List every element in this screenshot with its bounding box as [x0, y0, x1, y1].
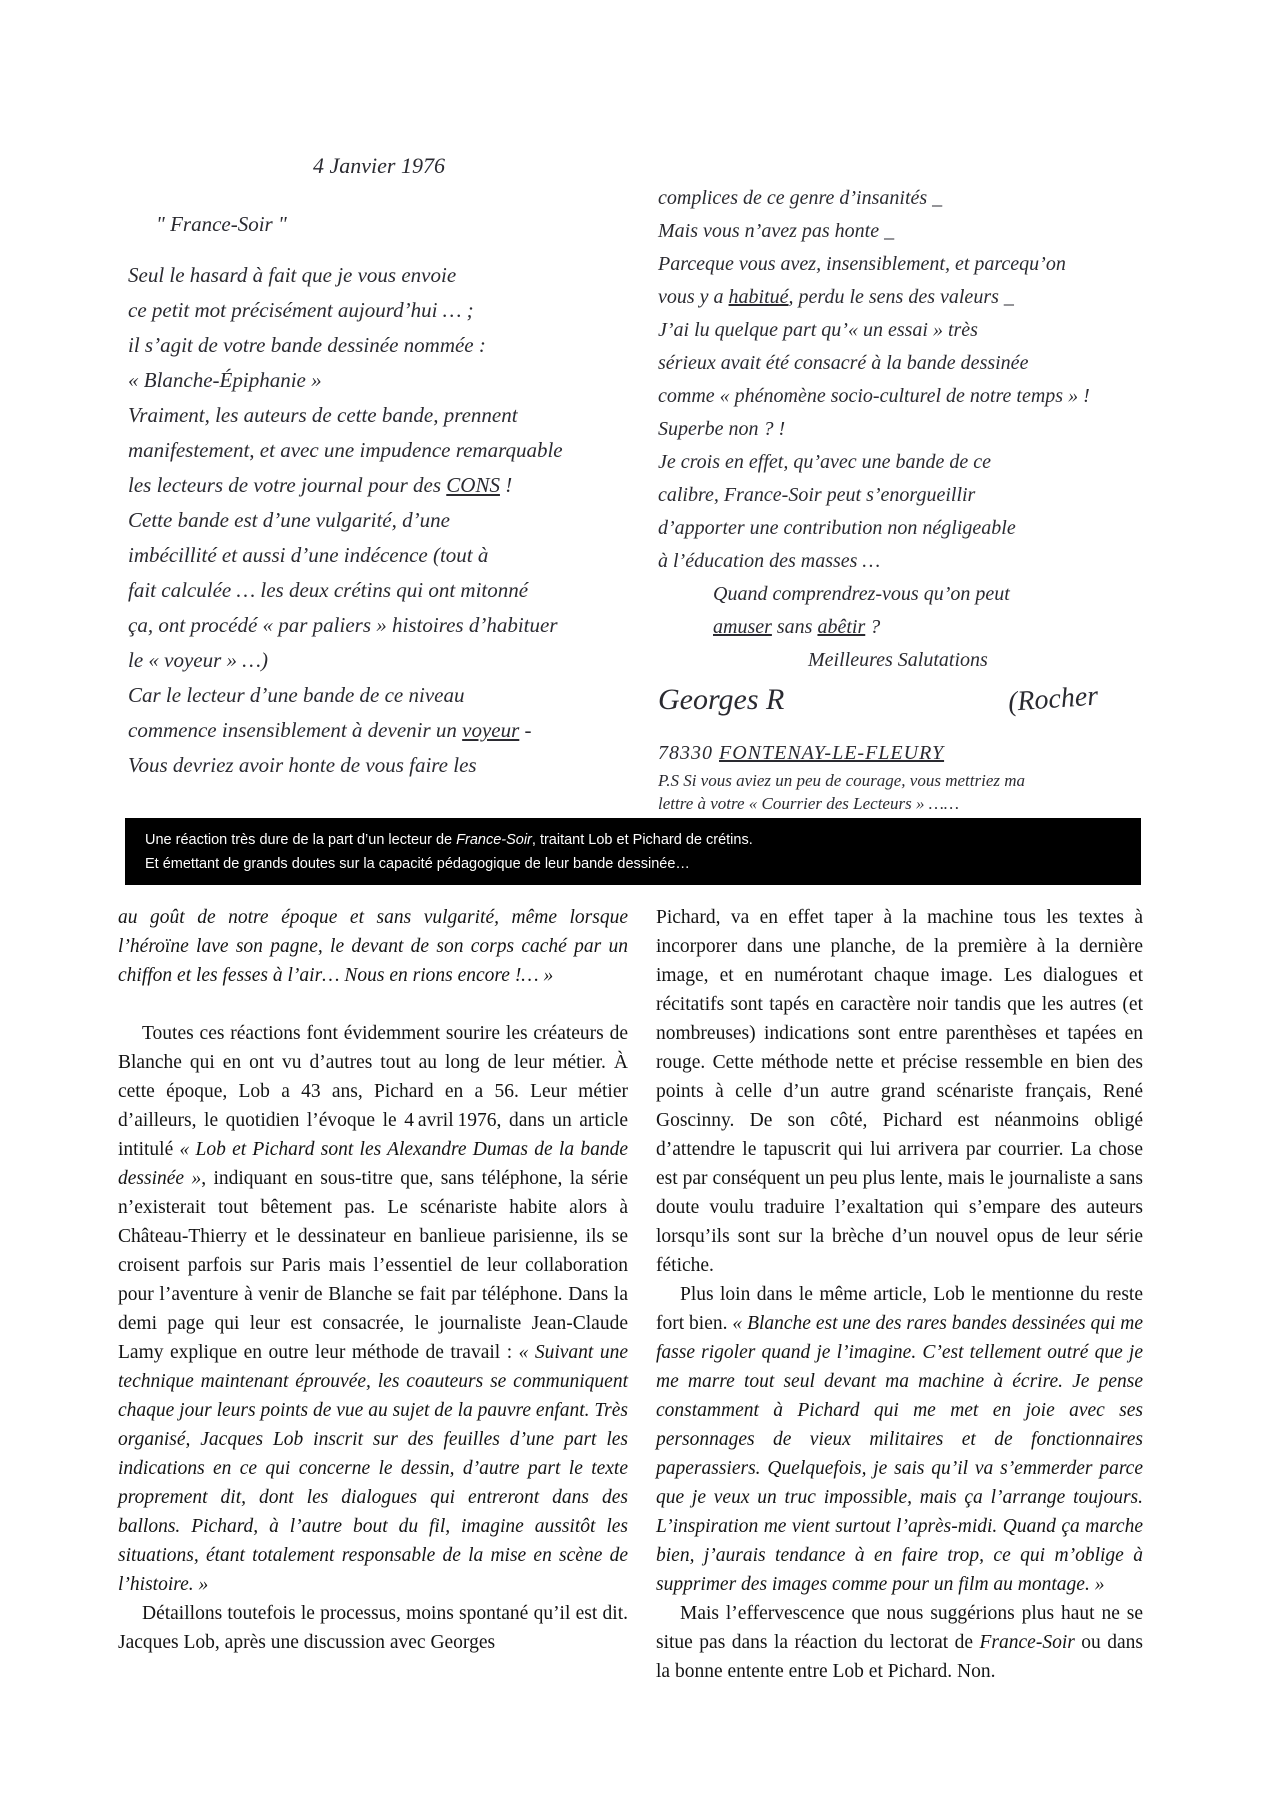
- text-run: comme « phénomène socio-culturel de notre temps » !: [658, 385, 1090, 407]
- text-line: [658, 792, 1163, 815]
- text-run: France-Soir: [979, 1632, 1075, 1653]
- text-line: [128, 538, 620, 573]
- text-line: [128, 468, 620, 503]
- article-paragraph: [656, 903, 1143, 1280]
- letter-right-body: [658, 182, 1163, 677]
- text-run: Je crois en effet, qu’avec une bande de ce: [658, 451, 991, 473]
- text-run: Vous devriez avoir honte de vous faire les: [128, 753, 477, 777]
- text-run: !: [499, 473, 513, 497]
- text-line: [658, 281, 1163, 314]
- text-line: [128, 363, 620, 398]
- article-paragraph: [118, 903, 628, 990]
- text-run: Une réaction très dure de la part d’un lecteur de: [145, 832, 457, 848]
- text-run: à l’éducation des masses …: [658, 550, 881, 572]
- article-right-column: [656, 903, 1143, 1686]
- text-line: [128, 573, 620, 608]
- text-run: les lecteurs de votre journal pour des: [128, 473, 447, 497]
- text-line: [658, 769, 1163, 792]
- text-run: calibre, France-Soir peut s’enorgueillir: [658, 484, 976, 506]
- text-run: Car le lecteur d’une bande de ce niveau: [128, 683, 465, 707]
- text-run: vous y a: [658, 286, 729, 308]
- text-run: imbécillité et aussi d’une indécence (tout à: [128, 543, 489, 567]
- text-line: [658, 182, 1163, 215]
- text-line: [658, 578, 1163, 611]
- letter-addressee: " France-Soir ": [156, 212, 287, 236]
- text-line: [128, 608, 620, 643]
- text-run: abêtir: [817, 616, 866, 638]
- text-run: fait calculée … les deux crétins qui ont mitonné: [128, 578, 529, 602]
- text-line: [128, 258, 620, 293]
- text-run: ?: [865, 616, 881, 638]
- handwritten-letter-right-page: [658, 182, 1163, 815]
- text-run: P.S Si vous aviez un peu de courage, vous mettriez ma: [658, 771, 1026, 790]
- text-run: « Lob et Pichard sont les Alexandre Dumas de la bande dessinée »: [118, 1139, 628, 1189]
- text-line: [658, 347, 1163, 380]
- text-line: [128, 713, 620, 748]
- text-run: commence insensiblement à devenir un: [128, 718, 463, 742]
- text-run: Détaillons toutefois le processus, moins spontané qu’il est dit. Jacques Lob, après une discussion avec Georges: [118, 1603, 628, 1653]
- text-run: Toutes ces réactions font évidemment sourire les créateurs de Blanche qui en ont vu d’autres tout au long de leur métier. À cette époque, Lob a 43 ans, Pichard en a 56. Leur métier d’ailleurs, le quotidien l’évoque le 4 avril 1976, dans un article intitulé: [118, 1023, 628, 1160]
- text-run: complices de ce genre d’insanités _: [658, 187, 943, 209]
- text-run: habitué: [728, 286, 789, 308]
- text-run: Et émettant de grands doutes sur la capacité pédagogique de leur bande dessinée…: [145, 856, 690, 872]
- text-line: [145, 828, 1141, 852]
- article-paragraph: [118, 1019, 628, 1599]
- text-line: [658, 215, 1163, 248]
- text-line: [128, 328, 620, 363]
- text-run: , traitant Lob et Pichard de crétins.: [531, 832, 753, 848]
- letter-postscript: [658, 769, 1163, 815]
- text-line: [658, 248, 1163, 281]
- text-run: ça, ont procédé « par paliers » histoires d’habituer: [128, 613, 558, 637]
- text-line: [658, 611, 1163, 644]
- text-run: ce petit mot précisément aujourd’hui … ;: [128, 298, 474, 322]
- signature-name: Georges R: [658, 683, 785, 716]
- text-run: amuser: [713, 616, 772, 638]
- text-line: [128, 643, 620, 678]
- text-run: d’apporter une contribution non négligeable: [658, 517, 1016, 539]
- text-line: [128, 293, 620, 328]
- article-text: [118, 903, 1143, 1686]
- text-run: Pichard, va en effet taper à la machine tous les textes à incorporer dans une planche, de la première à la dernière image, et en numérotant chaque image. Les dialogues et récitatifs sont tapés en caractère noir tandis que les autres (et nombreuses) indications sont entre parenthèses et tapées en rouge. Cette méthode nette et précise ressemble en bien des points à celle d’un autre grand scénariste français, René Goscinny. De son côté, Pichard est néanmoins obligé d’attendre le tapuscrit qui lui arrivera par courrier. La chose est par conséquent un peu plus lente, mais le journaliste a sans doute voulu traduire l’exaltation qui s’empare des auteurs lorsqu’ils sont sur la brèche d’un nouvel opus de leur série fétiche.: [656, 907, 1143, 1276]
- text-run: -: [519, 718, 532, 742]
- text-line: [128, 398, 620, 433]
- text-run: sans: [771, 616, 818, 638]
- article-paragraph: [118, 1599, 628, 1657]
- text-run: il s’agit de votre bande dessinée nommée :: [128, 333, 486, 357]
- text-run: Cette bande est d’une vulgarité, d’une: [128, 508, 450, 532]
- text-run: au goût de notre époque et sans vulgarité, même lorsque l’héroïne lave son pagne, le devant de son corps caché par un chiffon et les fesses à l’air… Nous en rions encore !… »: [118, 907, 628, 986]
- letter-date: 4 Janvier 1976: [313, 153, 445, 178]
- text-run: 78330: [658, 742, 719, 764]
- text-run: sérieux avait été consacré à la bande dessinée: [658, 352, 1029, 374]
- caption-bar: [125, 818, 1141, 885]
- text-line: [658, 380, 1163, 413]
- text-run: Plus loin dans le même article, Lob le mentionne du reste fort bien.: [656, 1284, 1143, 1334]
- text-run: le « voyeur » …): [128, 648, 268, 672]
- text-line: [128, 748, 620, 783]
- signature-row: [658, 680, 1118, 731]
- letter-address: [658, 737, 1163, 769]
- text-run: Vraiment, les auteurs de cette bande, prennent: [128, 403, 518, 427]
- text-run: Quand comprendrez-vous qu’on peut: [713, 583, 1010, 605]
- signature-scribble: (Rocher: [1006, 680, 1099, 718]
- letter-left-body: [128, 258, 620, 783]
- text-run: « Blanche-Épiphanie »: [128, 368, 322, 392]
- text-run: FONTENAY-LE-FLEURY: [719, 742, 945, 764]
- text-line: [658, 446, 1163, 479]
- text-line: [658, 545, 1163, 578]
- text-line: [658, 314, 1163, 347]
- text-run: France-Soir: [456, 832, 532, 848]
- text-line: [658, 644, 1163, 677]
- article-paragraph: [656, 1599, 1143, 1686]
- text-run: Parceque vous avez, insensiblement, et parcequ’on: [658, 253, 1066, 275]
- text-run: Mais vous n’avez pas honte _: [658, 220, 895, 242]
- handwritten-letter-left-page: [128, 148, 620, 783]
- text-line: [128, 678, 620, 713]
- text-line: [658, 479, 1163, 512]
- text-run: lettre à votre « Courrier des Lecteurs » ……: [658, 794, 959, 813]
- text-run: J’ai lu quelque part qu’« un essai » très: [658, 319, 978, 341]
- text-run: Mais l’effervescence que nous suggérions plus haut ne se situe pas dans la réaction du lectorat de: [656, 1603, 1143, 1653]
- article-paragraph: [656, 1280, 1143, 1599]
- text-run: « Blanche est une des rares bandes dessinées qui me fasse rigoler quand je l’imagine. C’est tellement outré que je me marre tout seul devant ma machine à écrire. Je pense constamment à Pichard qui me met en joie avec ses personnages de vieux militaires et de fonctionnaires paperassiers. Quelquefois, je sais qu’il va s’emmerder parce que je veux un truc impossible, mais ça l’arrange toujours. L’inspiration me vient surtout l’après-midi. Quand ça marche bien, j’aurais tendance à en faire trop, ce qui m’oblige à supprimer des images comme pour un film au montage. »: [656, 1313, 1143, 1595]
- letter-footer: [658, 737, 1163, 815]
- text-line: [658, 512, 1163, 545]
- text-run: Meilleures Salutations: [808, 649, 988, 671]
- text-run: « Suivant une technique maintenant éprouvée, les coauteurs se communiquent chaque jour leurs points de vue au sujet de la pauvre enfant. Très organisé, Jacques Lob inscrit sur des feuilles d’une part les indications en ce qui concerne le dessin, d’autre part le texte proprement dit, dont les dialogues qui entreront dans des ballons. Pichard, à l’autre bout du fil, imagine aussitôt les situations, étant totalement responsable de la mise en scène de l’histoire. »: [118, 1342, 628, 1595]
- text-run: manifestement, et avec une impudence remarquable: [128, 438, 563, 462]
- text-line: [658, 413, 1163, 446]
- text-run: , indiquant en sous-titre que, sans téléphone, la série n’existerait tout bêtement pas. Le scénariste habite alors à Château-Thierry et le dessinateur en banlieue parisienne, ils se croisent parfois sur Paris mais l’essentiel de leur collaboration pour l’aventure à venir de Blanche se fait par téléphone. Dans la demi page qui leur est consacrée, le journaliste Jean-Claude Lamy explique en outre leur méthode de travail :: [118, 1168, 628, 1363]
- text-line: [128, 503, 620, 538]
- text-run: Seul le hasard à fait que je vous envoie: [128, 263, 457, 287]
- text-run: voyeur: [462, 718, 520, 742]
- text-line: [145, 852, 1141, 876]
- article-left-column: [118, 903, 628, 1686]
- text-run: ou dans la bonne entente entre Lob et Pichard. Non.: [656, 1632, 1143, 1682]
- text-run: CONS: [446, 473, 500, 497]
- text-run: , perdu le sens des valeurs _: [788, 286, 1014, 308]
- text-line: [128, 433, 620, 468]
- text-run: Superbe non ? !: [658, 418, 786, 440]
